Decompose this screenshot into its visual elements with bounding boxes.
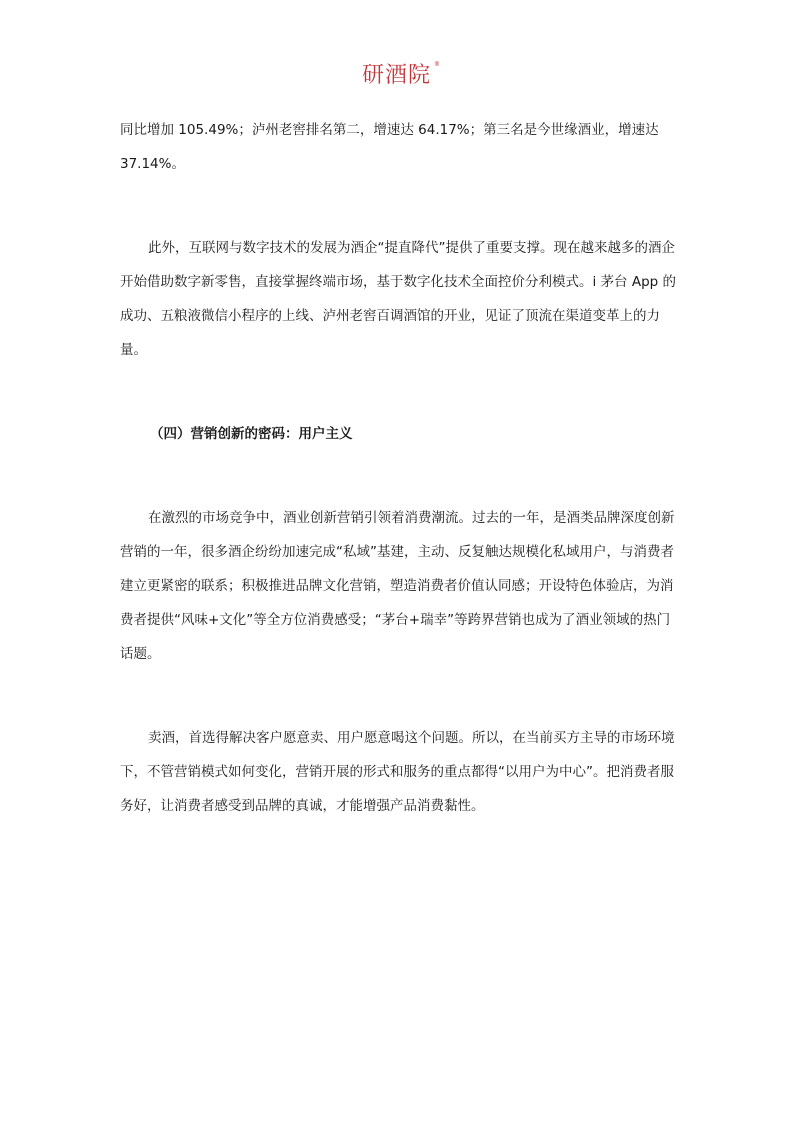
- brand-logo: [361, 58, 441, 89]
- paragraph-growth-stats: 同比增加 105.49%；泸州老窖排名第二，增速达 64.17%；第三名是今世缘酒业，增速达 37.14%。: [120, 122, 659, 172]
- paragraph-marketing-innovation: 在激烈的市场竞争中，酒业创新营销引领着消费潮流。过去的一年，是酒类品牌深度创新营销的一年，很多酒企纷纷加速完成“私域”基建，主动、反复触达规模化私域用户，与消费者建立更紧密的联系；积极推进品牌文化营销，塑造消费者价值认同感；开设特色体验店，为消费者提供“风味+文化”等全方位消费感受；“茅台+瑞幸”等跨界营销也成为了酒业领域的热门话题。: [120, 510, 675, 662]
- page-header: [0, 58, 793, 89]
- section-heading: （四）营销创新的密码：用户主义: [150, 426, 353, 442]
- paragraph-digital-channels: 此外，互联网与数字技术的发展为酒企“提直降代”提供了重要支撑。现在越来越多的酒企开始借助数字新零售，直接掌握终端市场，基于数字化技术全面控价分利模式。i 茅台 App 的成功、五粮液微信小程序的上线、泸州老窖百调酒馆的开业，见证了顶流在渠道变革上的力量。: [120, 240, 676, 358]
- document-body: [120, 113, 676, 823]
- paragraph-user-centric: 卖酒，首选得解决客户愿意卖、用户愿意喝这个问题。所以，在当前买方主导的市场环境下，不管营销模式如何变化，营销开展的形式和服务的重点都得“以用户为中心”。把消费者服务好，让消费者感受到品牌的真诚，才能增强产品消费黏性。: [120, 730, 675, 814]
- brand-logo-text: 研酒院: [361, 63, 431, 88]
- registered-mark: ®: [434, 61, 441, 68]
